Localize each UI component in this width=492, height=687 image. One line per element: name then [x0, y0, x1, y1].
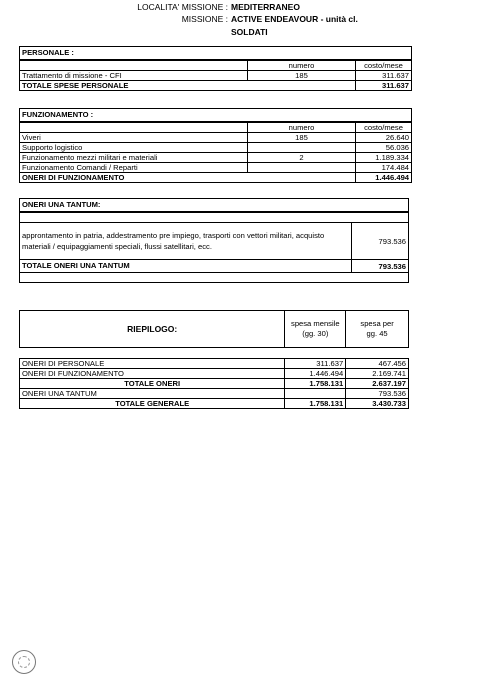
funzionamento-total-label: ONERI DI FUNZIONAMENTO: [20, 173, 356, 183]
una-tantum-row-label: ONERI UNA TANTUM: [20, 389, 285, 399]
totale-oneri-mensile: 1.758.131: [285, 379, 346, 389]
row-label: ONERI DI FUNZIONAMENTO: [20, 369, 285, 379]
totale-oneri-label: TOTALE ONERI: [20, 379, 285, 389]
row-label: ONERI DI PERSONALE: [20, 359, 285, 369]
funzionamento-table: [19, 108, 412, 183]
personale-title: PERSONALE :: [20, 47, 412, 61]
table-row: [20, 143, 412, 153]
row-label: Funzionamento Comandi / Reparti: [20, 163, 248, 173]
una-tantum-table: [19, 198, 409, 283]
riepilogo-col-per-line2: gg. 45: [366, 329, 388, 338]
table-row: [20, 389, 409, 399]
row-numero: 2: [248, 153, 356, 163]
personale-total-label: TOTALE SPESE PERSONALE: [20, 81, 356, 91]
row-costo: 26.640: [356, 133, 412, 143]
row-numero: [248, 143, 356, 153]
stamp-seal-icon: [12, 650, 36, 674]
row-numero: 185: [248, 133, 356, 143]
row-per: 2.169.741: [346, 369, 409, 379]
una-tantum-footer-row: [20, 273, 409, 283]
totale-generale-per: 3.430.733: [346, 399, 409, 409]
totale-generale-mensile: 1.758.131: [285, 399, 346, 409]
localita-label: LOCALITA' MISSIONE :: [137, 2, 228, 12]
missione-label: MISSIONE :: [181, 14, 228, 24]
row-mensile: 1.446.494: [285, 369, 346, 379]
funzionamento-header-blank: [20, 122, 248, 133]
funzionamento-col-costo: costo/mese: [356, 122, 412, 133]
row-label: Supporto logistico: [20, 143, 248, 153]
funzionamento-col-numero: numero: [248, 122, 356, 133]
table-row: [20, 133, 412, 143]
una-tantum-value: 793.536: [351, 223, 408, 260]
table-row: [20, 163, 412, 173]
localita-value: MEDITERRANEO: [231, 2, 300, 12]
row-costo: 174.484: [356, 163, 412, 173]
table-row: [20, 359, 409, 369]
riepilogo-title: RIEPILOGO:: [20, 311, 285, 348]
table-row: [20, 71, 412, 81]
una-tantum-row-per: 793.536: [346, 389, 409, 399]
riepilogo-header-table: [19, 310, 409, 348]
una-tantum-spacer: [20, 212, 409, 223]
row-costo: 56.036: [356, 143, 412, 153]
row-costo: 311.637: [356, 71, 412, 81]
row-label: Funzionamento mezzi militari e materiali: [20, 153, 248, 163]
row-numero: 185: [248, 71, 356, 81]
row-mensile: 311.637: [285, 359, 346, 369]
riepilogo-col-mensile-line2: (gg. 30): [302, 329, 329, 338]
una-tantum-total-value: 793.536: [351, 260, 408, 273]
missione-value-line1: ACTIVE ENDEAVOUR - unità cl.: [231, 14, 358, 24]
una-tantum-total-label: TOTALE ONERI UNA TANTUM: [20, 260, 352, 273]
una-tantum-description: approntamento in patria, addestramento pre impiego, trasporti con vettori militari, acquisto materiali / equipaggiamenti speciali, flussi satellitari, ecc.: [20, 223, 352, 260]
una-tantum-row-mensile: [285, 389, 346, 399]
personale-header-blank: [20, 60, 248, 71]
row-label: Trattamento di missione - CFI: [20, 71, 248, 81]
riepilogo-col-mensile: [285, 311, 346, 348]
personale-total-value: 311.637: [356, 81, 412, 91]
totale-oneri-per: 2.637.197: [346, 379, 409, 389]
row-per: 467.456: [346, 359, 409, 369]
row-numero: [248, 163, 356, 173]
table-row: [20, 153, 412, 163]
riepilogo-col-mensile-line1: spesa mensile: [291, 319, 340, 328]
riepilogo-table: [19, 358, 409, 409]
riepilogo-col-per-line1: spesa per: [360, 319, 394, 328]
table-row: [20, 369, 409, 379]
una-tantum-title: ONERI UNA TANTUM:: [20, 199, 409, 213]
funzionamento-title: FUNZIONAMENTO :: [20, 109, 412, 123]
riepilogo-col-per: [346, 311, 409, 348]
personale-col-costo: costo/mese: [356, 60, 412, 71]
personale-table: [19, 46, 412, 91]
row-label: Viveri: [20, 133, 248, 143]
totale-generale-label: TOTALE GENERALE: [20, 399, 285, 409]
funzionamento-total-value: 1.446.494: [356, 173, 412, 183]
missione-value-line2: SOLDATI: [231, 27, 268, 37]
personale-col-numero: numero: [248, 60, 356, 71]
row-costo: 1.189.334: [356, 153, 412, 163]
